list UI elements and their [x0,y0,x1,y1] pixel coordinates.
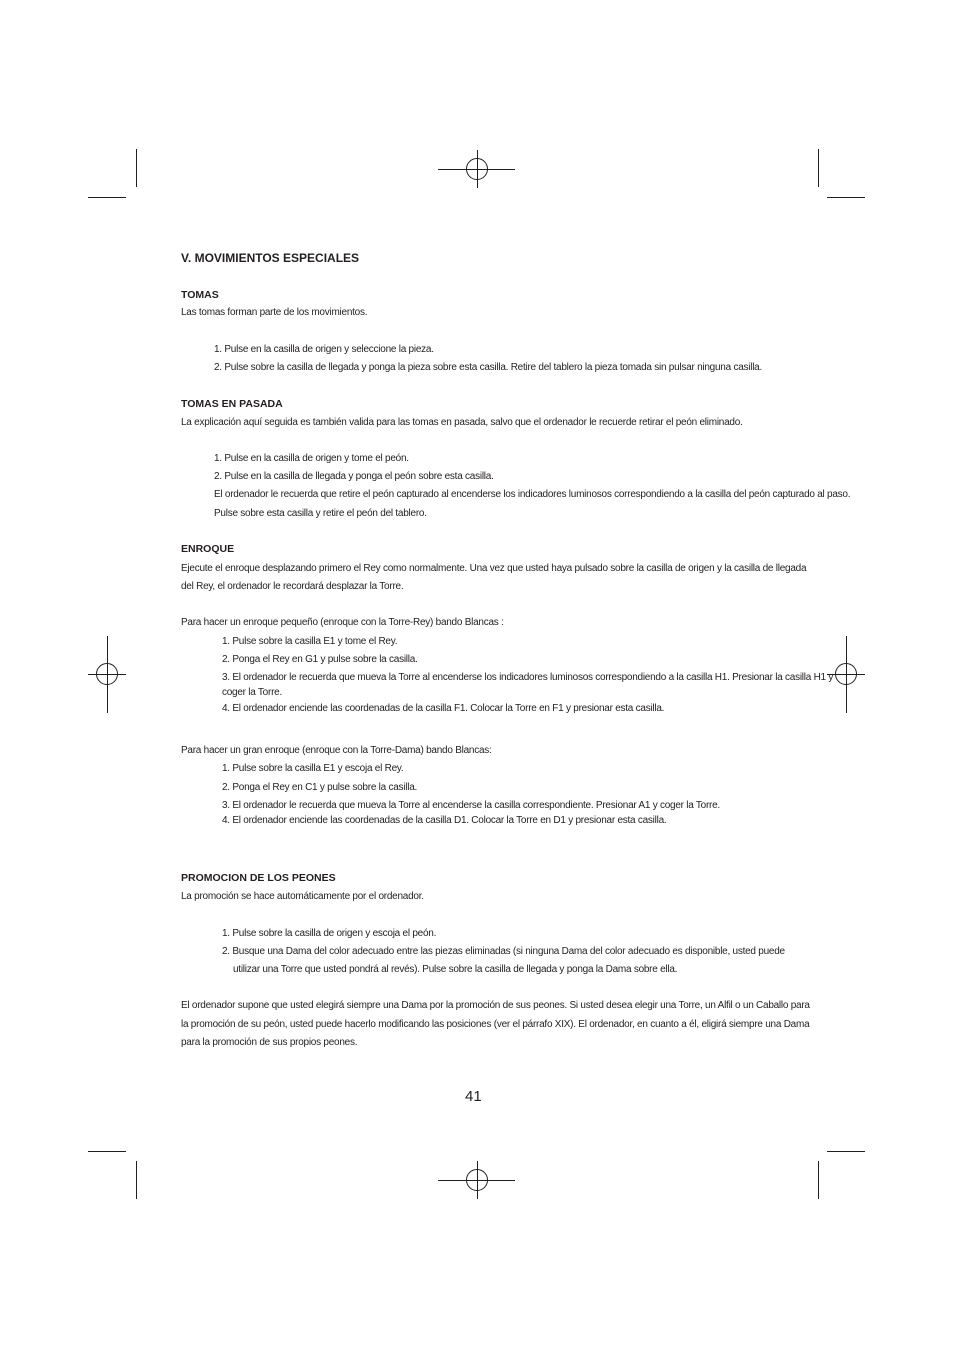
list-item: 2. Ponga el Rey en C1 y pulse sobre la casilla. [222,782,418,793]
paragraph: Para hacer un gran enroque (enroque con la Torre-Dama) bando Blancas: [181,745,492,756]
list-item: 1. Pulse sobre la casilla E1 y escoja el Rey. [222,763,404,774]
list-item: 3. El ordenador le recuerda que mueva la Torre al encenderse la casilla correspondiente. Presionar A1 y coger la Torre. [222,800,720,811]
list-item: 1. Pulse en la casilla de origen y seleccione la pieza. [214,344,434,355]
paragraph-line: El ordenador supone que usted elegirá siempre una Dama por la promoción de sus peones. Si usted desea elegir una Torre, un Alfil o un Caballo para [181,1000,810,1011]
list-item: 2. Ponga el Rey en G1 y pulse sobre la casilla. [222,654,418,665]
list-item: 3. El ordenador le recuerda que mueva la Torre al encenderse los indicadores luminosos correspondiendo a la casilla H1. Presionar la casilla H1 y [222,672,834,683]
paragraph: Para hacer un enroque pequeño (enroque con la Torre-Rey) bando Blancas : [181,617,504,628]
paragraph: La promoción se hace automáticamente por el ordenador. [181,891,424,902]
list-item: 1. Pulse sobre la casilla de origen y escoja el peón. [222,928,437,939]
list-item: 1. Pulse en la casilla de origen y tome el peón. [214,453,409,464]
paragraph-line: Ejecute el enroque desplazando primero el Rey como normalmente. Una vez que usted haya pulsado sobre la casilla de origen y la casilla de llegada [181,563,807,574]
paragraph-line: la promoción de su peón, usted puede hacerlo modificando las posiciones (ver el párrafo XIX). El ordenador, en cuanto a él, eligirá siempre una Dama [181,1019,810,1030]
section-heading: PROMOCION DE LOS PEONES [181,872,336,884]
paragraph-line: del Rey, el ordenador le recordará desplazar la Torre. [181,581,404,592]
paragraph: Las tomas forman parte de los movimientos. [181,307,368,318]
section-heading: TOMAS EN PASADA [181,398,283,410]
section-heading: TOMAS [181,289,219,301]
list-item: 2. Pulse en la casilla de llegada y ponga el peón sobre esta casilla. [214,471,494,482]
crop-mark [88,197,126,198]
crop-mark [827,197,865,198]
list-item: utilizar una Torre que usted pondrá al revés). Pulse sobre la casilla de llegada y ponga la Dama sobre ella. [233,964,678,975]
list-item: coger la Torre. [222,687,282,698]
list-item: 1. Pulse sobre la casilla E1 y tome el Rey. [222,636,398,647]
crop-mark [818,1161,819,1199]
page-title: V. MOVIMIENTOS ESPECIALES [181,251,360,265]
paragraph-line: para la promoción de sus propios peones. [181,1037,358,1048]
crop-mark [136,149,137,187]
section-heading: ENROQUE [181,543,235,555]
crop-mark [818,149,819,187]
list-item: El ordenador le recuerda que retire el peón capturado al encenderse los indicadores luminosos correspondiendo a la casilla del peón capturado al paso. [214,489,851,500]
list-item: 4. El ordenador enciende las coordenadas de la casilla F1. Colocar la Torre en F1 y presionar esta casilla. [222,703,665,714]
crop-mark [827,1151,865,1152]
crop-mark [88,1151,126,1152]
paragraph: La explicación aquí seguida es también valida para las tomas en pasada, salvo que el ordenador le recuerde retirar el peón eliminado. [181,417,743,428]
list-item: 2. Busque una Dama del color adecuado entre las piezas eliminadas (si ninguna Dama del color adecuado es disponible, usted puede [222,946,785,957]
list-item: 2. Pulse sobre la casilla de llegada y ponga la pieza sobre esta casilla. Retire del tablero la pieza tomada sin pulsar ninguna casilla. [214,362,763,373]
crop-mark [136,1161,137,1199]
list-item: 4. El ordenador enciende las coordenadas de la casilla D1. Colocar la Torre en D1 y presionar esta casilla. [222,815,667,826]
page-number: 41 [465,1088,482,1105]
list-item: Pulse sobre esta casilla y retire el peón del tablero. [214,508,427,519]
